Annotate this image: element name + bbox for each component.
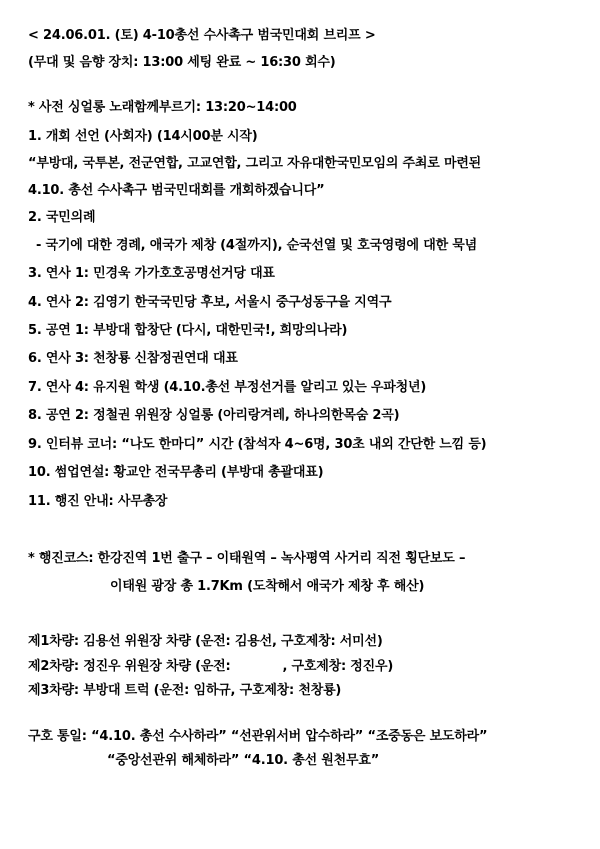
program-item: 2. 국민의례 xyxy=(28,210,96,225)
program-item: 4.10. 총선 수사촉구 범국민대회를 개회하겠습니다” xyxy=(28,183,325,198)
program-item: 11. 행진 안내: 사무총장 xyxy=(28,494,168,509)
equipment-note: (무대 및 음향 장치: 13:00 세팅 완료 ~ 16:30 회수) xyxy=(28,55,336,70)
march-course-continued: 이태원 광장 총 1.7Km (도착해서 애국가 제창 후 해산) xyxy=(110,579,425,594)
program-item: 8. 공연 2: 정철권 위원장 싱얼롱 (아리랑겨레, 하나의한목숨 2곡) xyxy=(28,408,400,423)
program-item: 7. 연사 4: 유지원 학생 (4.10.총선 부정선거를 알리고 있는 우파청년) xyxy=(28,380,427,395)
vehicle-entry: 제1차량: 김용선 위원장 차량 (운전: 김용선, 구호제창: 서미선) xyxy=(28,634,383,649)
program-item: 3. 연사 1: 민경욱 가가호호공명선거당 대표 xyxy=(28,266,275,281)
program-item: 6. 연사 3: 천창룡 신참정권연대 대표 xyxy=(28,351,238,366)
slogans-continued: “중앙선관위 해체하라” “4.10. 총선 원천무효” xyxy=(107,753,380,768)
march-course: * 행진코스: 한강진역 1번 출구 – 이태원역 – 녹사평역 사거리 직전 횡단보도 – xyxy=(28,551,466,566)
program-item: 1. 개회 선언 (사회자) (14시00분 시작) xyxy=(28,129,258,144)
program-item: 10. 썸업연설: 황교안 전국무총리 (부방대 총괄대표) xyxy=(28,465,324,480)
program-item: 4. 연사 2: 김영기 한국국민당 후보, 서울시 중구성동구을 지역구 xyxy=(28,295,392,310)
program-item: “부방대, 국투본, 전군연합, 고교연합, 그리고 자유대한국민모임의 주최로 마련된 xyxy=(28,156,482,171)
document-title: < 24.06.01. (토) 4-10총선 수사촉구 범국민대회 브리프 > xyxy=(28,28,376,43)
pre-event-singalong: * 사전 싱얼롱 노래함께부르기: 13:20~14:00 xyxy=(28,100,297,115)
vehicle-entry: 제2차량: 정진우 위원장 차량 (운전: , 구호제창: 정진우) xyxy=(28,659,394,674)
slogans: 구호 통일: “4.10. 총선 수사하라” “선관위서버 압수하라” “조중동은 보도하라” xyxy=(28,729,488,744)
program-item: - 국기에 대한 경례, 애국가 제창 (4절까지), 순국선열 및 호국영령에 대한 묵념 xyxy=(36,238,477,253)
program-item: 5. 공연 1: 부방대 합창단 (다시, 대한민국!, 희망의나라) xyxy=(28,323,348,338)
vehicle-entry: 제3차량: 부방대 트럭 (운전: 임하규, 구호제창: 천창룡) xyxy=(28,683,342,698)
program-item: 9. 인터뷰 코너: “나도 한마디” 시간 (참석자 4~6명, 30초 내외 간단한 느낌 등) xyxy=(28,437,487,452)
